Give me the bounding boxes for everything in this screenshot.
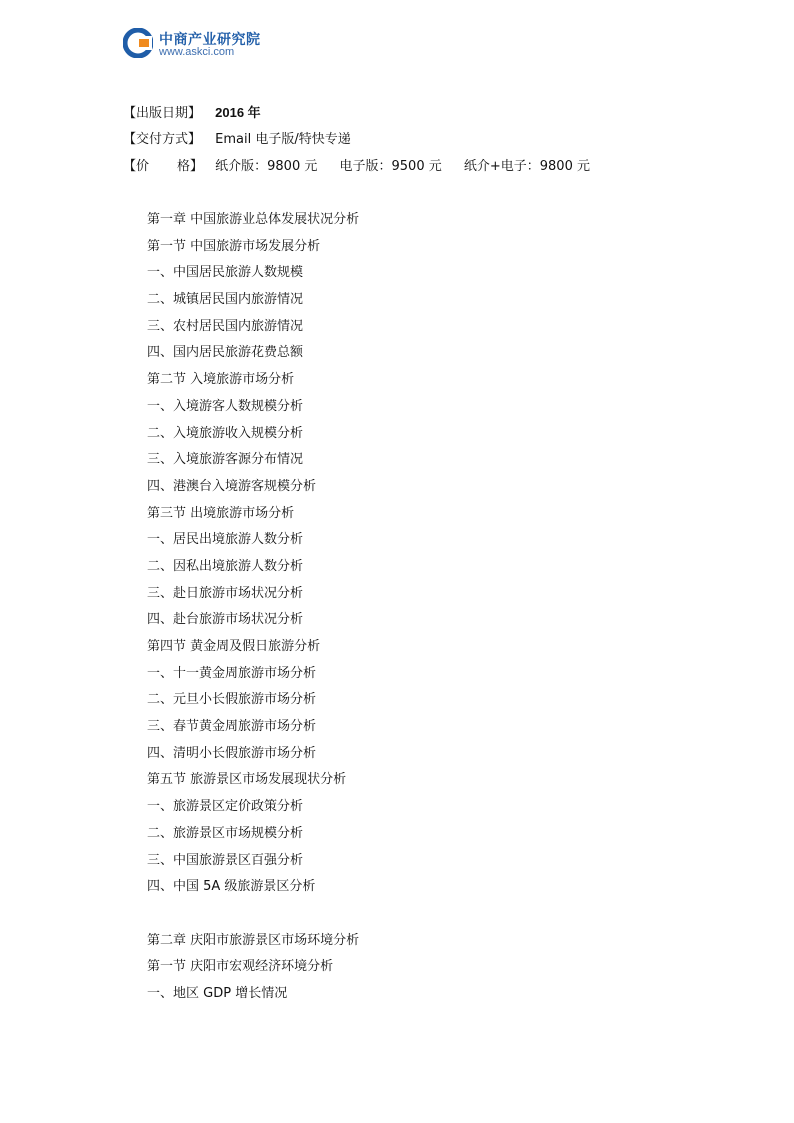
- price-label: [123, 156, 211, 178]
- delivery-label: 【交付方式】: [123, 132, 202, 147]
- toc-entry: 第一节 中国旅游市场发展分析: [147, 238, 321, 254]
- toc-entry: 四、清明小长假旅游市场分析: [147, 745, 317, 761]
- price-paper: 纸介版：9800 元: [215, 159, 318, 174]
- price-both: 纸介+电子：9800 元: [463, 159, 590, 174]
- price-row: [123, 156, 590, 183]
- toc-entry: 三、春节黄金周旅游市场分析: [147, 719, 317, 735]
- toc-entry: 一、中国居民旅游人数规模: [147, 265, 304, 281]
- price-label-open: 【价: [123, 159, 150, 174]
- toc-spacer: [147, 901, 359, 928]
- askci-logo-icon: [123, 28, 153, 58]
- toc-entry: 二、旅游景区市场规模分析: [147, 825, 304, 841]
- toc-entry: 二、因私出境旅游人数分析: [147, 558, 304, 574]
- publish-date-label: 【出版日期】: [123, 106, 202, 121]
- brand-url: www.askci.com: [159, 46, 235, 58]
- toc-entry: 四、中国 5A 级旅游景区分析: [147, 879, 316, 895]
- report-meta: [123, 102, 590, 183]
- toc-entry: 三、入境旅游客源分布情况: [147, 452, 304, 468]
- toc-entry: 第二节 入境旅游市场分析: [147, 372, 295, 388]
- toc-entry: 一、地区 GDP 增长情况: [147, 985, 288, 1001]
- toc-entry: 一、十一黄金周旅游市场分析: [147, 665, 317, 681]
- toc-entry: 第三节 出境旅游市场分析: [147, 505, 295, 521]
- delivery-row: [123, 129, 590, 156]
- brand-name: 中商产业研究院: [159, 32, 261, 48]
- toc-entry: 二、元旦小长假旅游市场分析: [147, 692, 317, 708]
- toc-entry: 第四节 黄金周及假日旅游分析: [147, 639, 321, 654]
- toc-entry: 一、旅游景区定价政策分析: [147, 799, 304, 815]
- toc-entry: 二、城镇居民国内旅游情况: [147, 292, 304, 308]
- toc-entry: 一、入境游客人数规模分析: [147, 398, 304, 414]
- toc-entry: 第一节 庆阳市宏观经济环境分析: [147, 959, 334, 975]
- delivery-value: Email 电子版/特快专递: [215, 132, 351, 147]
- publish-date-row: [123, 102, 590, 129]
- toc-entry: 二、入境旅游收入规模分析: [147, 425, 304, 441]
- toc-entry: 第一章 中国旅游业总体发展状况分析: [147, 212, 360, 227]
- toc-entry: 四、港澳台入境游客规模分析: [147, 478, 317, 494]
- toc-entry: 四、国内居民旅游花费总额: [147, 345, 304, 361]
- table-of-contents: [147, 207, 359, 1008]
- toc-entry: 第五节 旅游景区市场发展现状分析: [147, 772, 347, 788]
- toc-entry: 四、赴台旅游市场状况分析: [147, 612, 304, 628]
- price-electronic: 电子版：9500 元: [339, 159, 442, 174]
- toc-entry: 三、赴日旅游市场状况分析: [147, 585, 304, 601]
- toc-entry: 三、中国旅游景区百强分析: [147, 852, 304, 868]
- price-label-close: 格】: [177, 159, 204, 174]
- toc-entry: 三、农村居民国内旅游情况: [147, 318, 304, 334]
- toc-entry: 第二章 庆阳市旅游景区市场环境分析: [147, 932, 360, 948]
- toc-entry: 一、居民出境旅游人数分析: [147, 532, 304, 548]
- publish-date-value: 2016 年: [215, 105, 261, 120]
